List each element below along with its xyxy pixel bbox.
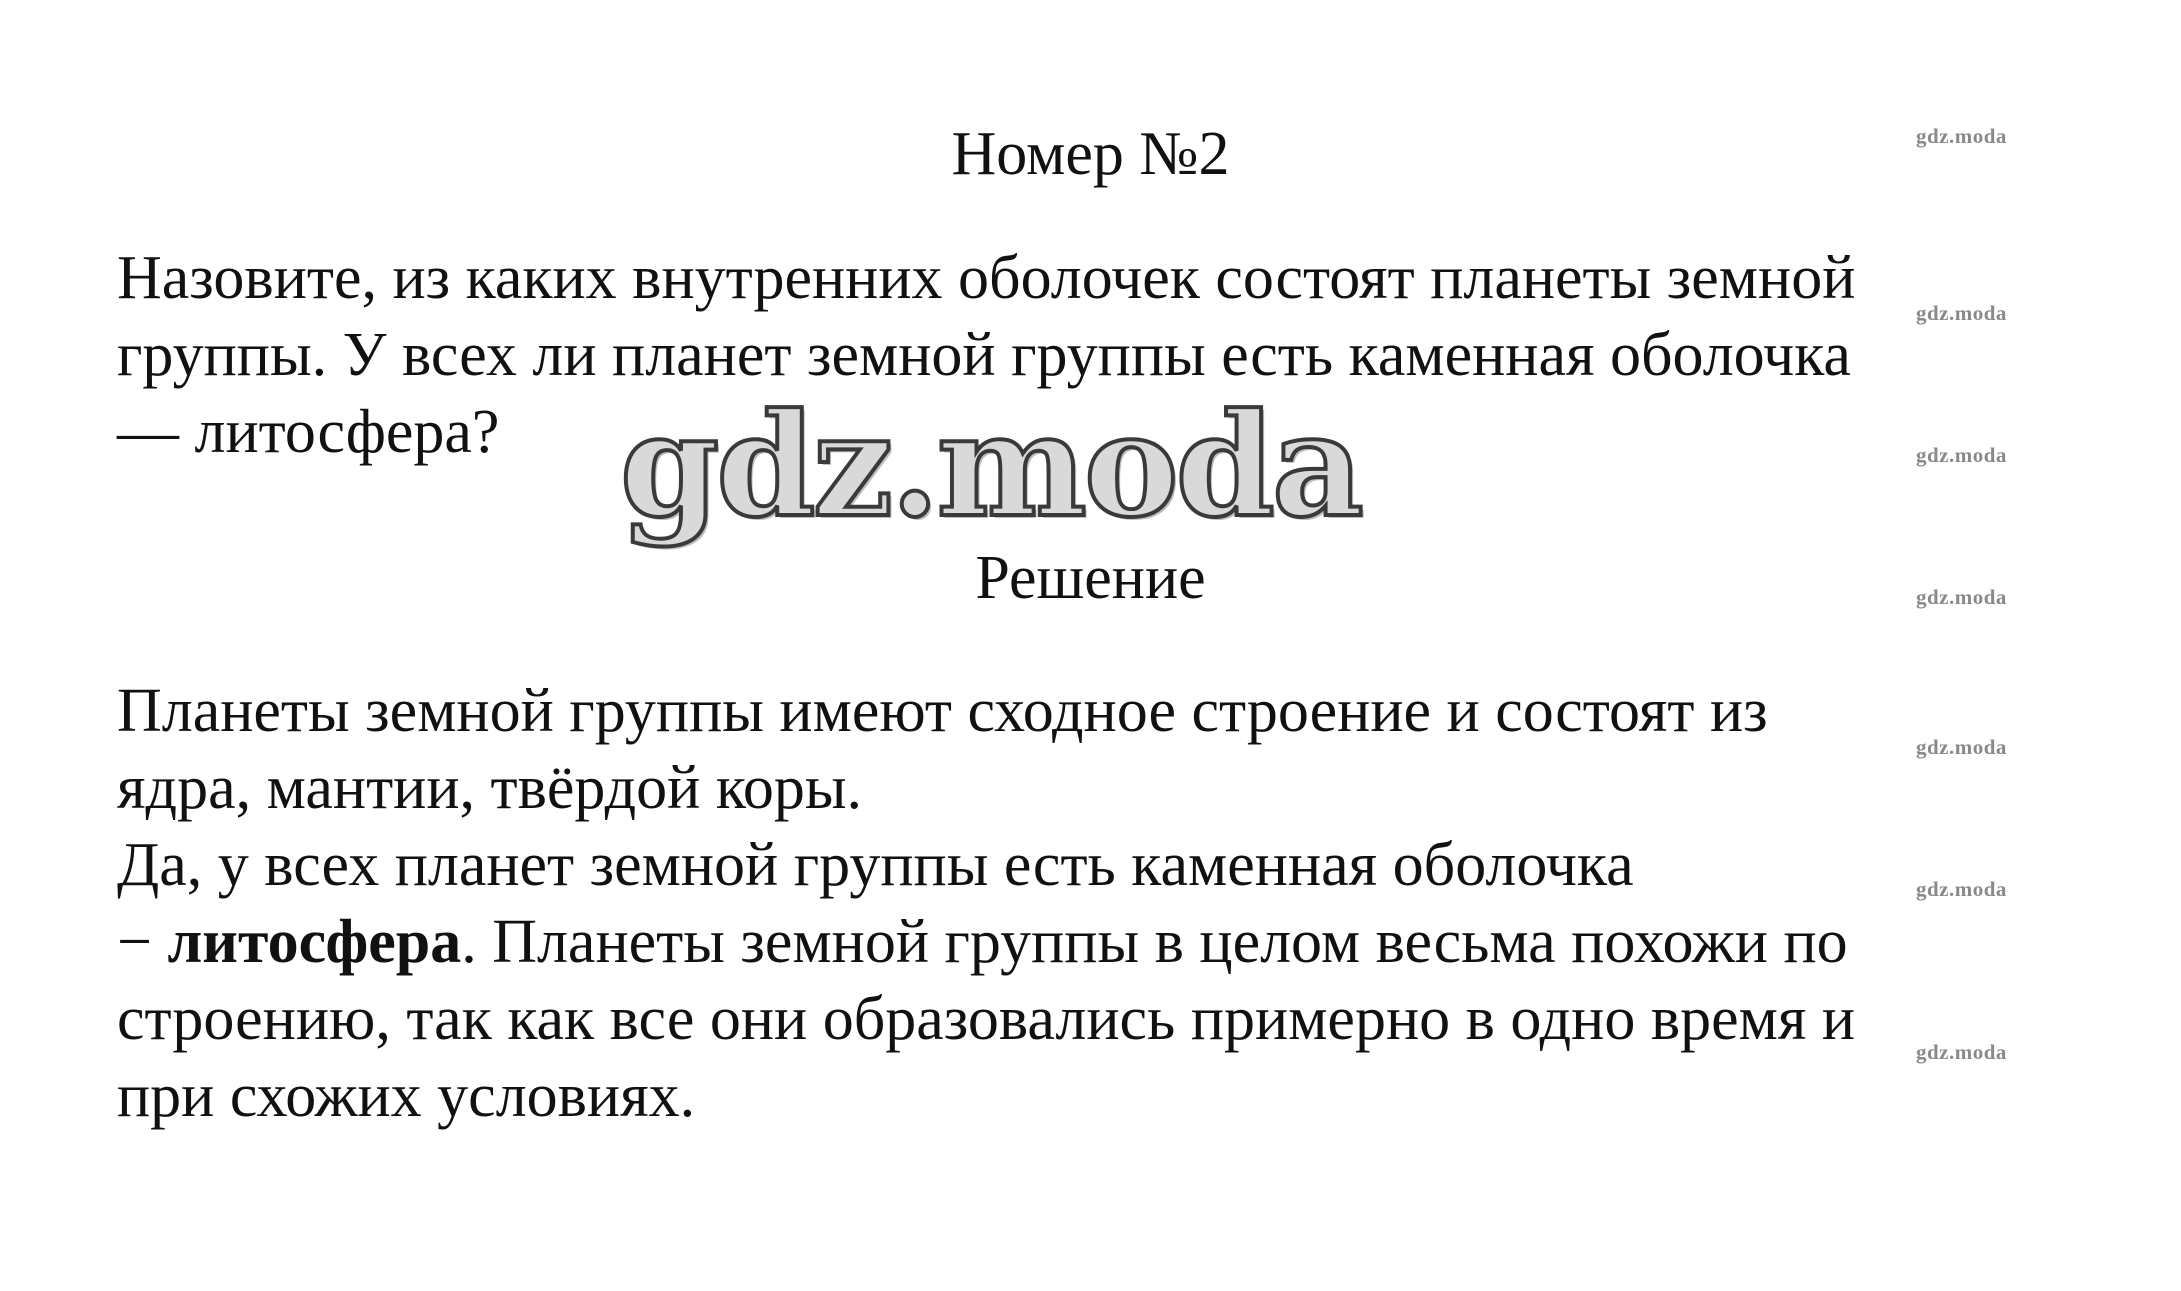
answer-dash: − (117, 908, 168, 976)
answer-line (117, 904, 2117, 981)
answer-line: Планеты земной группы имеют сходное строение и состоят из (117, 677, 1768, 745)
answer-line: при схожих условиях. (117, 1062, 696, 1130)
page-title: Номер №2 (951, 120, 1230, 188)
answer-line: Да, у всех планет земной группы есть каменная оболочка (117, 831, 1634, 899)
answer-line: строению, так как все они образовались примерно в одно время и (117, 985, 1856, 1053)
answer-text (117, 673, 2117, 1135)
watermark-small: gdz.moda (1916, 301, 2007, 325)
answer-term-bold: литосфера (167, 908, 462, 976)
watermark-small: gdz.moda (1916, 585, 2007, 609)
watermark-small: gdz.moda (1916, 735, 2007, 759)
question-line: Назовите, из каких внутренних оболочек состоят планеты земной (117, 244, 1856, 312)
answer-line: ядра, мантии, твёрдой коры. (117, 754, 862, 822)
answer-line-rest: . Планеты земной группы в целом весьма похожи по (461, 908, 1848, 976)
watermark-small: gdz.moda (1916, 877, 2007, 901)
watermark-logo: gdz.moda (620, 383, 1361, 549)
watermark-small: gdz.moda (1916, 1040, 2007, 1064)
watermark-small: gdz.moda (1916, 124, 2007, 148)
question-line: группы. У всех ли планет земной группы есть каменная оболочка (117, 321, 1851, 389)
solution-heading: Решение (975, 544, 1206, 612)
watermark-small: gdz.moda (1916, 443, 2007, 467)
question-line: — литосфера? (117, 398, 500, 466)
